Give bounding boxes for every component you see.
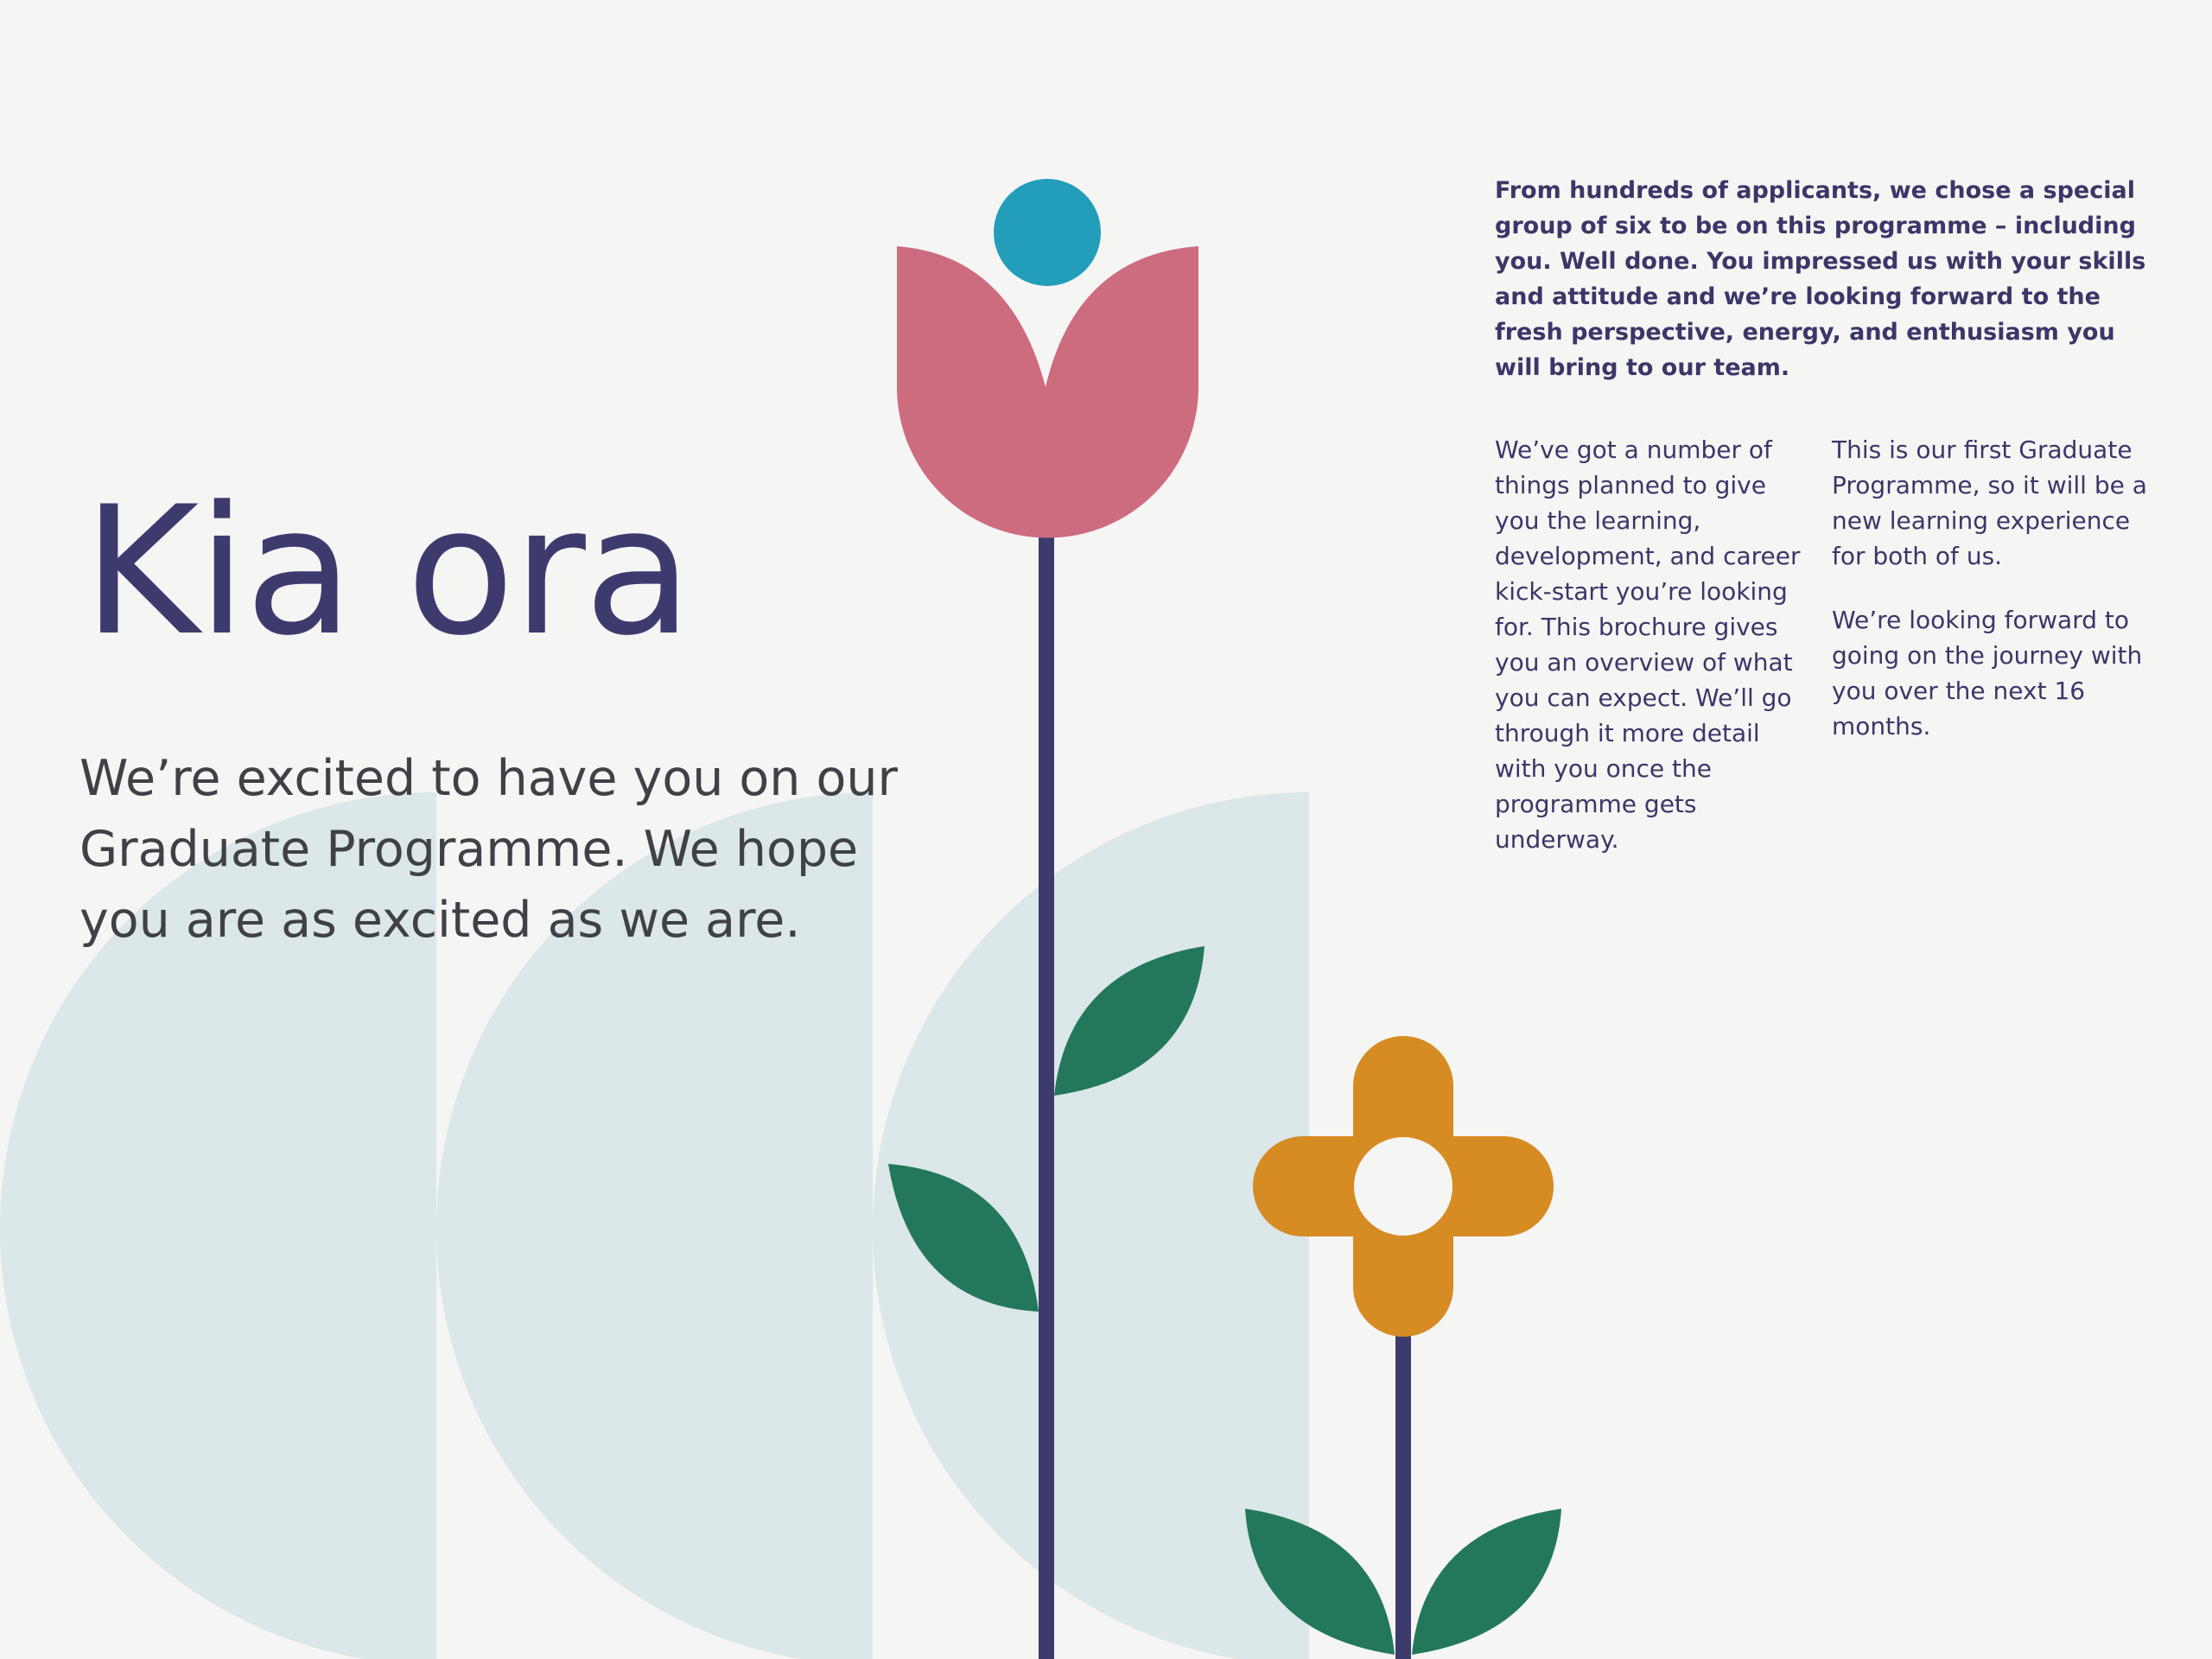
page-title: Kia ora [83, 469, 691, 675]
flower-center [1354, 1137, 1452, 1236]
body-column-left [1495, 432, 1815, 886]
tulip-stem [1039, 518, 1054, 1659]
tulip-flower [897, 246, 1198, 538]
leaf [1412, 1509, 1561, 1655]
bud-circle [994, 179, 1101, 286]
body-paragraph: We’ve got a number of things planned to give you the learning, development, and career kick-start you’re looking for. This brochure gives you an overview of what you can expect. We’ll go through it more detail with you once the programme gets underway. [1495, 435, 1801, 854]
flower-stem [1395, 1313, 1411, 1659]
body-column-right [1832, 432, 2160, 772]
body-paragraph: We’re looking forward to going on the journey with you over the next 16 months. [1832, 606, 2143, 741]
lead-paragraph: From hundreds of applicants, we chose a special group of six to be on this programme – including you. Well done. You impressed us with your skills and attitude and we’re looking forward to the fresh perspective, energy, and enthusiasm you will bring to our team. [1495, 177, 2146, 381]
body-paragraph: This is our first Graduate Programme, so it will be a new learning experience for both of us. [1832, 435, 2147, 570]
intro-text: We’re excited to have you on our Graduate Programme. We hope you are as excited as we are. [79, 750, 898, 949]
